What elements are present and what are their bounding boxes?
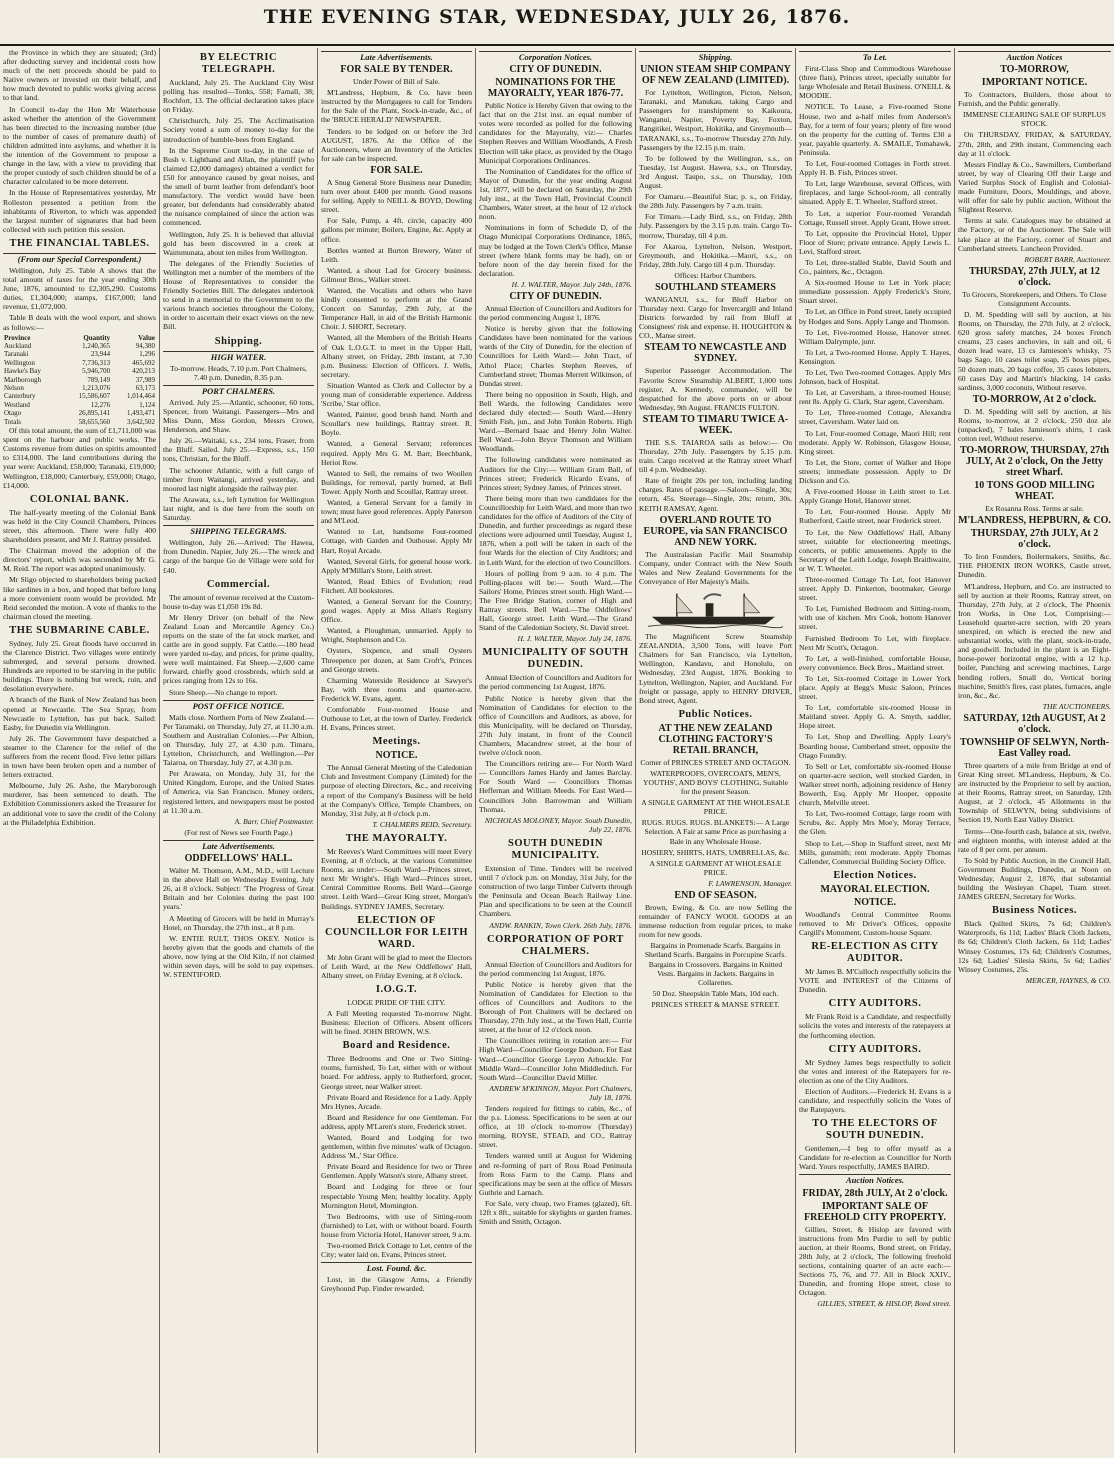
article-paragraph: To Let, at Caversham, a three-roomed House; rent 8s. Apply G. Clark, Star agent, Caversham. xyxy=(799,388,951,407)
article-paragraph: For Akaroa, Lyttelton, Nelson, Westport, Greymouth, and Hokitika.—Maori, s.s., on Friday, 28th July. Cargo till 4 p.m. Thursday. xyxy=(639,241,792,269)
article-paragraph: To Let, opposite the Provincial Hotel, Upper Floor of Store; private entrance. Apply Lewis L. Levi, Stafford street. xyxy=(799,228,951,256)
article-paragraph: Tenders to be lodged on or before the 3rd AUGUST, 1876. At the Office of the Auctioneers, where an Inventory of the Articles for sale can be inspected. xyxy=(321,126,472,163)
table-row xyxy=(3,376,156,384)
article-paragraph: Wanted, Board and Lodging for two gentlemen, within five minutes' walk of Octagon. Address 'M.,' Star Office. xyxy=(321,1133,472,1161)
display-line: 10 TONS GOOD MILLING WHEAT. xyxy=(974,480,1095,503)
article-paragraph: To Let, the New Oddfellows' Hall, Albany street, suitable for electioneering meetings, concerts, or public amusements. Apply to the Secretary of the Leith Lodge, Joseph Braithwaite, or W. T. Wheeler. xyxy=(799,527,951,573)
table-cell: 1,240,365 xyxy=(82,342,111,351)
article-paragraph: Election of Auditors.—Frederick H. Evans is a candidate, and respectfully solicits the Votes of the Ratepayers. xyxy=(799,1086,951,1115)
column-2 xyxy=(160,48,318,1453)
display-line: TOWNSHIP OF SELWYN, North-East Valley road. xyxy=(959,736,1110,759)
masthead xyxy=(0,0,1114,46)
article-paragraph: D. M. Spedding will sell by auction, at his Rooms, on Thursday, the 27th July, at 2 o'clock, 620 gross safety matches, 24 boxes French creams, 23 cases anchovies, in salt and oil, 6 dozen lead ware, 13 cs Jamieson's whisky, 75 bags Sago, 10 cases toilet soap, 25 boxes pipes, 50 dozen mats, 20 bags coffee, 35 cases lobsters, 60 cases Day and Martin's blacking, 14 casks sardines, 3,000 coconuts, Without reserve. xyxy=(958,309,1111,392)
display-line: TO-MORROW, At 2 o'clock. xyxy=(972,393,1097,405)
table-cell: 12,276 xyxy=(90,400,111,409)
article-paragraph: Mr Henry Driver (on behalf of the New Zealand Loan and Mercantile Agency Co.) reports on the state of the fat stock market, and cattle are in good supply. Fat Cattle.—180 head were yarded to-day, and prices, for prime quality, were well maintained. Fat Sheep.—2,600 came forward, chiefly good crossbreds, which sold at prices ranging from 12s to 16s. xyxy=(163,612,314,686)
display-line: FOR SALE BY TENDER. xyxy=(340,64,453,76)
table-cell: Canterbury xyxy=(4,392,36,401)
article-paragraph: Per Arawata, on Monday, July 31, for the United Kingdom, Europe, and the United States of America, via San Francisco. Money orders, registered letters, and newspapers must be posted at 11.30 a.m. xyxy=(163,769,314,815)
article-paragraph: Mr Sydney James begs respectfully to solicit the votes and interest of the Ratepayers for re-election as one of the City Auditors. xyxy=(799,1057,951,1085)
article-paragraph: Wanted, Several Girls, for general house work. Apply M'Millan's Store, Leith street. xyxy=(321,556,472,575)
article-paragraph: Wanted, Painter, good brush hand. North and Scoullar's new buildings, Rattray street. R. Boyle. xyxy=(321,410,472,438)
article-paragraph: Furnished Bedroom To Let, with fireplace. Next Mr Scott's, Octagon. xyxy=(799,633,951,652)
article-paragraph: Two Bedrooms, with use of Sitting-room (furnished) to Let, with or without board. Fourth house from Victoria Hotel, Hanover street, 9 a.m. xyxy=(321,1211,472,1239)
table-row xyxy=(3,367,156,375)
column-1 xyxy=(0,48,160,1453)
section-subheading: (From our Special Correspondent.) xyxy=(3,253,156,264)
table-cell: 15,586,607 xyxy=(78,392,111,401)
article-paragraph: Three-roomed Cottage To Let, foot Hanover street. Apply D. Pinkerton, bootmaker, George street. xyxy=(799,574,951,603)
table-cell: 1,213,076 xyxy=(82,384,111,393)
display-line: MAYORAL ELECTION. xyxy=(820,883,930,895)
table-cell: Wellington xyxy=(4,358,35,367)
page-title: THE EVENING STAR, WEDNESDAY, JULY 26, 1876. xyxy=(263,6,851,28)
article-paragraph: To Let, the Store, corner of Walker and Hope streets; immediate possession. Apply to Dr Dickson and Co. xyxy=(799,457,951,486)
article-paragraph: the Province in which they are situated; (3rd) after deducting survey and incidental costs how much of the nett proceeds should be paid to Native owners or invested on their behalf, and how much devoted to public works giving access to that land. xyxy=(3,48,156,103)
columns-container xyxy=(0,48,1114,1453)
article-paragraph: Annual Election of Councillors and Auditors for the period commencing 1st August, 1876. xyxy=(479,673,632,692)
article-paragraph: To Iron Founders, Boilermakers, Smiths, &c. THE PHOENIX IRON WORKS, Castle street, Dunedin. xyxy=(958,552,1111,580)
article-paragraph: M'Landress, Hepburn, and Co. are instructed to sell by auction at their Rooms, Rattray street, on Thursday, 27th July, at 2 o'clock, The Phoenix Iron Works, in One Lot, Comprising:— Leasehold quarter-acre section, with 20 years unexpired, on which is erected the new and substantial works, with the plant, stock-in-trade, and goodwill. Included in the plant is an Eight-horse-power horizontal engine, with a 12 h.p. boiler, Punching and screwing machines, Large bending rollers, Small do, Vertical boring machine, Smith's fires, cast plates, furnaces, angle iron, &c., &c. xyxy=(958,581,1111,700)
article-paragraph: D. M. Spedding will sell by auction, at his Rooms, to-morrow, at 2 o'clock, 250 doz ale (unpacked), 7 bales Jamieson's shirts, 1 cask cotton reel, Without reserve. xyxy=(958,406,1111,444)
article-paragraph: The Arawata, s.s., left Lyttelton for Wellington last night, and is due here from the south on Saturday. xyxy=(163,494,314,523)
article-paragraph: Public Notice is Hereby Given that owing to the fact that on the 21st inst. an equal number of votes were recorded as polled for the following candidates for the Mayoralty, viz:— Charles Stephen Reeves and William Woodlands, A Fresh Election will take place, as provided by the Otago Municipal Corporations Ordinances. xyxy=(479,101,632,165)
table-row xyxy=(3,401,156,409)
table-caption: Table B deals with the wool export, and shows as follows:— xyxy=(3,313,156,332)
article-paragraph: To Contractors, Builders, those about to Furnish, and the Public generally. xyxy=(958,90,1111,109)
article-paragraph: M'Landress, Hepburn, & Co. have been instructed by the Mortgagees to call for Tenders for the Sale of the Plant, Stock-in-trade, &c., of the 'BRUCE HERALD' NEWSPAPER. xyxy=(321,88,472,125)
article-paragraph: Annual Election of Councillors and Auditors for the period commencing August 1, 1876. xyxy=(479,303,632,323)
section-subheading: Late Advertisements. xyxy=(321,51,472,62)
article-paragraph: Three quarters of a mile from Bridge at end of Great King street. M'Landress, Hepburn, & Co. are instructed by the Proprietor to sell by auction, at their Rooms, Rattray street, on Saturday, 12th August, at 2 o'clock, 45 Allotments in the Township of SELWYN, being subdivisions of Section 19, North East Valley District. xyxy=(958,760,1111,825)
display-line: FRIDAY, 28th JULY, At 2 o'clock. xyxy=(802,1187,948,1199)
article-paragraph: Black Quilted Skirts, 7s 6d; Children's Waterproofs, 6s 11d; Ladies' Black Cloth Jackets, 8s 6d; Children's Cloth Jackets, 6s 11d; Ladies' Winsey Costumes, 17s 6d; Children's Costumes, 12s 6d; Ladies' Silesia Skirts, 5s 6d; Ladies' Winsey Costumes, 25s. xyxy=(958,919,1111,974)
article-paragraph: To Let, three-stalled Stable, David South and Co., painters, &c., Octagon. xyxy=(799,257,951,277)
article-paragraph: The Magnificent Screw Steamship ZEALANDIA, 3,500 Tons, will leave Port Chalmers for San Francisco, via Lyttelton, Wellington, Kandavu, and Honolulu, on Wednesday, 23rd August, 1876. Booking to Lyttelton, Wellington, Napier, and Auckland. For freight or passage, apply to HENRY DRIVER, Bond street, Agent. xyxy=(639,632,792,705)
display-line: THURSDAY, 27th JULY, At 2 o'clock. xyxy=(970,528,1099,551)
article-paragraph: Rate of freight 20s per ton, including landing charges. Rates of passage.—Saloon—Single, 30s; return, 45s. Steerage—Single, 20s; return, 30s. KEITH RAMSAY, Agent. xyxy=(639,476,792,513)
article-paragraph: WANGANUI, s.s., for Bluff Harbor on Thursday next. Cargo for Invercargill and Inland Districts forwarded by rail from Bluff at Consignees' risk and expense. H. HOUGHTON & CO., Manse street. xyxy=(639,294,792,341)
section-heading: COLONIAL BANK. xyxy=(29,493,130,505)
article-paragraph: Wanted, Read Ethics of Evolution; read Fitchett. All bookstores. xyxy=(321,576,472,595)
article-paragraph: The Nomination of Candidates for the office of Mayor of Dunedin, for the year ending August 1st, 1877, will be declared on Saturday, the 29th July inst., at the Town Hall, Provincial Council Chambers, Water street, at the hour of 12 o'clock noon. xyxy=(479,166,632,222)
article-paragraph: Bottles wanted at Burton Brewery, Water of Leith. xyxy=(321,245,472,264)
table-header-cell: Province xyxy=(4,333,31,342)
centered-line: IMMENSE CLEARING SALE OF SURPLUS STOCK. xyxy=(962,110,1107,129)
article-paragraph: Board and Residence for one Gentleman. For address, apply M'Laren's store, Frederick street. xyxy=(321,1112,472,1131)
column-5 xyxy=(636,48,796,1453)
table-row xyxy=(3,384,156,392)
section-subheading: HIGH WATER. xyxy=(163,351,314,362)
section-subheading: PORT CHALMERS. xyxy=(163,385,314,396)
table-cell: Hawke's Bay xyxy=(4,367,41,376)
article-paragraph: In the House of Representatives yesterday, Mr Rolleston presented a petition from the inhabitants of Riverton, to which was appended the largest number of signatures that had been collected with such petition this session. xyxy=(3,188,156,234)
article-paragraph: Charming Waterside Residence at Sawyer's Bay, with three rooms and quarter-acre. Frederick W. Evans, agent. xyxy=(321,675,472,703)
table-cell: 420,213 xyxy=(132,367,155,376)
article-paragraph: To Sold by Public Auction, in the Council Hall, Government Buildings, Dunedin, at Noon on Wednesday, August 2, 1876, that substantial building the Wesleyan Chapel, Tuam street. JAMES GREEN, Secretary for Works. xyxy=(958,855,1111,902)
centered-line: RUGS. RUGS. RUGS. BLANKETS:— A Large Selection. A Fair at same Price as purchasing a Bale in any Wholesale House. xyxy=(641,818,790,846)
wool-export-table-block xyxy=(3,313,156,426)
display-line: SATURDAY, 12th AUGUST, At 2 o'clock. xyxy=(963,712,1106,735)
signature-line: NICHOLAS MOLONEY, Mayor. South Dunedin, July 22, 1876. xyxy=(484,815,632,834)
display-line: OVERLAND ROUTE TO EUROPE, via SAN FRANCISCO AND NEW YORK. xyxy=(643,514,788,548)
display-line: UNION STEAM SHIP COMPANY OF NEW ZEALAND (LIMITED). xyxy=(640,64,791,87)
article-paragraph: Wellington, July 26.—Arrived: The Hawea, from Dunedin. Napier, July 26.—The wreck and cargo of the barque Go de Village were sold for £40. xyxy=(163,538,314,575)
signature-line: H. J. WALTER, Mayor. July 24, 1876. xyxy=(517,634,632,644)
display-line: SOUTHLAND STEAMERS xyxy=(655,281,776,293)
display-line: NOMINATIONS FOR THE MAYORALTY, YEAR 1876-77. xyxy=(487,77,624,100)
article-paragraph: Messrs Findlay & Co., Sawmillers, Cumberland street, by way of Clearing Off their Large and Varied Surplus Stock of English and Colonial-made Furniture, Doors, Mouldings, and above, will offer for sale by public auction, Without the Slightest Reserve. xyxy=(958,159,1111,215)
steamship-icon xyxy=(648,589,783,629)
article-paragraph: The Chairman moved the adoption of the directors' report, which was seconded by Mr G. M. Reid. The report was adopted unanimously. xyxy=(3,546,156,574)
signature-line: A. Barr, Chief Postmaster. xyxy=(234,816,314,826)
steamship-illustration xyxy=(648,589,783,629)
section-subheading: POST OFFICE NOTICE. xyxy=(163,700,314,711)
article-paragraph: Public Notice is hereby given that the Nomination of Candidates for election to the office of Councillors and Auditors, as above, for this Municipality, will be declared on Thursday, 27th July instant, in front of the Council Chambers, Macandrew street, at the hour of twelve o'clock noon. xyxy=(479,693,632,758)
signature-line: ROBERT BARR, Auctioneer. xyxy=(1024,254,1111,264)
article-paragraph: Comfortable Four-roomed House and Outhouse to Let, at the town of Darley. Frederick H. Evans, Princes street. xyxy=(321,705,472,733)
section-heading: SOUTH DUNEDIN MUNICIPALITY. xyxy=(508,837,603,861)
table-cell: 789,149 xyxy=(87,375,111,384)
table-row xyxy=(3,359,156,367)
article-paragraph: The Councillors retiring are— For North Ward — Councillors James Hardy and James Barclay. For South Ward — Councillors Thomas Heffernan and William Meeds. For East Ward—Councillors John Barrowman and William Thomas. xyxy=(479,759,632,814)
signature-line: H. J. WALTER, Mayor. July 24th, 1876. xyxy=(511,279,632,289)
table-cell: 3,642,502 xyxy=(127,417,155,426)
table-header-cell: Value xyxy=(138,333,155,342)
section-heading: MUNICIPALITY OF SOUTH DUNEDIN. xyxy=(482,647,629,671)
table-cell: Nelson xyxy=(4,384,24,393)
article-paragraph: Wellington, July 25. It is believed that alluvial gold has been discovered in a creek at Waimmunata, about ten miles from Wellington. xyxy=(163,229,314,257)
signature-line: F. LAWRENSON, Manager. xyxy=(708,878,792,888)
section-subheading: Shipping. xyxy=(639,51,792,62)
article-paragraph: Shop to Let,—Shop in Stafford street, next Mr Mills, gunsmith; rent moderate. Apply Thomas Callender, Commercial Building Society Office. xyxy=(799,838,951,866)
signature-line: T. CHALMERS REID, Secretary. xyxy=(372,819,472,829)
table-cell: Westland xyxy=(4,400,30,409)
article-paragraph: Gillies, Street, & Hislop are favored with instructions from Mrs Purdie to sell by public auction, at their Rooms, Bond street, on Friday, 28th July, at 2 o'clock, The following freehold sections, containing quarter of an acre each:— Sections 75, 76, and 77. All in Block XXIV., Dunedin, and fronting Hope street, close to Octagon. xyxy=(799,1224,951,1298)
article-paragraph: Sydney, July 25. Great floods have occurred in the Clarence District. Two villages were entirely submerged, and several persons drowned. Hundreds are reported to be starving in the public buildings. There is nothing but wreck, ruin, and desolation everywhere. xyxy=(3,638,156,694)
section-heading: Shipping. xyxy=(214,335,263,347)
section-heading: I.O.G.T. xyxy=(375,983,418,995)
article-paragraph: Lost, in the Glasgow Arms, a Friendly Greyhound Pup. Finder rewarded. xyxy=(321,1275,472,1294)
article-paragraph: To Sell or Let, comfortable six-roomed House on quarter-acre section, well stocked Garden, in Walker street north, adjoining residence of Henry Bowerth, Esq. Apply Mr Hooper, opposite church, Melville street. xyxy=(799,761,951,808)
section-heading: Election Notices. xyxy=(833,869,917,881)
wool-export-table xyxy=(3,334,156,426)
centered-line: Corner of PRINCES STREET AND OCTAGON. xyxy=(640,757,791,767)
display-line: STEAM TO TIMARU TWICE A-WEEK. xyxy=(642,413,789,436)
section-heading: THE MAYORALTY. xyxy=(345,832,448,844)
signature-line: MERCER, HAYNES, & CO. xyxy=(1025,975,1111,985)
display-line: TO-MORROW, xyxy=(1000,64,1069,76)
article-paragraph: The amount of revenue received at the Custom-house to-day was £1,050 19s 8d. xyxy=(163,592,314,611)
centered-line: To Grocers, Storekeepers, and Others. To Close Consignment Accounts. xyxy=(962,289,1107,308)
article-paragraph: Wanted, the Vocalists and others who have kindly consented to perform at the Grand Concert on Saturday, 29th July, at the Temperance Hall, in aid of the British Harmonic Choir. J. SHORT, Secretary. xyxy=(321,285,472,332)
article-paragraph: Hours of polling from 9 a.m. to 4 p.m. The Polling-places will be:— South Ward.—The Sailors' Home, Princes street south. High Ward.—The Free Bridge Station, corner of High and Rattray streets. Bell Ward.—The Oddfellows' Hall, George street. Leith Ward.—The Grand Stand of the Caledonian Society, St. David street. xyxy=(479,568,632,633)
display-line: CITY OF DUNEDIN. xyxy=(509,64,602,76)
table-row xyxy=(3,418,156,426)
section-heading: TO THE ELECTORS OF SOUTH DUNEDIN. xyxy=(812,1118,938,1142)
section-subheading: Late Advertisements. xyxy=(163,840,314,851)
centered-line: Offices: Harbor Chambers. xyxy=(674,270,757,280)
article-paragraph: A branch of the Bank of New Zealand has been opened at Newcastle. The Sea Spray, from Newcastle to Lyttelton, has put back. Sailed: Easby, for Dunedin via Wellington. xyxy=(3,695,156,732)
centered-line: (For rest of News see Fourth Page.) xyxy=(184,827,293,837)
section-heading: THE SUBMARINE CABLE. xyxy=(9,624,150,636)
table-cell: 23,944 xyxy=(90,350,111,359)
article-paragraph: Melbourne, July 26. Ashe, the Maryborough murderer, has been sentenced to death. The Exhibition Commissioners asked the Treasurer for an additional vote to save the credit of the Colony at the Philadelphia Exhibition. xyxy=(3,781,156,827)
centered-line: Bargains in Promenade Scarfs. Bargains in Shetland Scarfs. Bargains in Porcupine Scarfs. Bargains in Crossovers. Bargains in Knitted Vests. Bargains in Jackets. Bargains in Collarettes. xyxy=(644,941,787,987)
section-heading: CITY AUDITORS. xyxy=(828,998,922,1010)
table-cell: 1,296 xyxy=(139,350,155,359)
article-paragraph: The delegates of the Friendly Societies of Wellington met a number of the members of the House of Representatives to consider the Friendly Societies Bill. The delegates undertook to send in a memorial to the Government to the various branch societies throughout the Colony, in order to ascertain their exact views on the new Bill. xyxy=(163,258,314,332)
centered-line: Ex Rosanna Ross. Terms at sale. xyxy=(985,504,1084,514)
section-heading: CORPORATION OF PORT CHALMERS. xyxy=(487,933,624,957)
section-heading: THE FINANCIAL TABLES. xyxy=(9,237,150,249)
table-cell: 5,946,700 xyxy=(82,367,111,376)
section-subheading: Auction Notices xyxy=(958,51,1111,62)
table-cell: 1,493,471 xyxy=(127,409,155,418)
article-paragraph: The half-yearly meeting of the Colonial Bank was held in the City Council Chambers, Princes street, this afternoon. There were fully 400 shareholders present, and Mr J. Rattray presided. xyxy=(3,507,156,545)
article-paragraph: There being no opposition in South, High, and Bell Wards, the following Candidates were declared duly elected:— South Ward.—Henry Smith Fish, jun., and John Tonkin Roberts. High Ward.—Bernard Isaac and Henry John Walter. Bell Ward.—John Bryce Thomson and William Woodlands. xyxy=(479,389,632,454)
article-paragraph: To be followed by the Wellington, s.s., on Tuesday, 1st August. Hawea, s.s., on Thursday, 3rd August. Taupo, s.s., on Thursday, 10th August. xyxy=(639,153,792,191)
signature-line: ANDREW M'KINNON, Mayor. Port Chalmers, July 18, 1876. xyxy=(489,1083,632,1102)
section-heading: Board and Residence. xyxy=(342,1040,451,1052)
article-paragraph: Superior Passenger Accommodation. The Favorite Screw Steamship ALBERT, 1,000 tons register, A. Kennedy, commander, will be despatched for the above ports on or about Wednesday, 9th August. FRANCIS FULTON. xyxy=(639,366,792,412)
article-paragraph: Extension of Time. Tenders will be received until 7 o'clock p.m. on Monday, 31st July, for the construction of two large Timber Culverts through the Peninsula and Ocean Beach Railway Line. Plan and specifications to be seen at the Council Chambers. xyxy=(479,863,632,919)
table-cell: Taranaki xyxy=(4,350,29,359)
article-paragraph: A Meeting of Grocers will be held in Murray's Hotel, on Thursday, the 27th inst., at 8 p.m. xyxy=(163,913,314,932)
signature-line: ANDW. RANKIN, Town Clerk. 26th July, 1876. xyxy=(489,920,632,930)
table-cell: 94,380 xyxy=(135,342,155,351)
article-paragraph: Private Board and Residence for two or Three Gentlemen. Apply Watson's store, Albany street. xyxy=(321,1162,472,1181)
section-heading: CITY AUDITORS. xyxy=(828,1043,922,1055)
column-3 xyxy=(318,48,476,1453)
section-heading: BY ELECTRIC TELEGRAPH. xyxy=(199,52,278,75)
article-paragraph: A Full Meeting requested To-morrow Night. Business: Election of Officers. Absent officers will be fined. JOHN BROWN, W.S. xyxy=(321,1008,472,1037)
article-paragraph: To Let, comfortable six-roomed House in Maitland street. Apply G. A. Smyth, saddler, Hope street. xyxy=(799,703,951,731)
table-cell: 465,692 xyxy=(132,358,155,367)
table-row xyxy=(3,342,156,350)
table-row xyxy=(3,409,156,417)
table-row xyxy=(3,350,156,358)
table-cell: Totals xyxy=(4,417,22,426)
display-line: AT THE NEW ZEALAND CLOTHING FACTORY'S RETAIL BRANCH, xyxy=(658,722,773,756)
article-paragraph: A Snug General Store Business near Dunedin; turn over about £400 per month. Good reasons for selling. Apply to NEILL & BOYD, Dowling street. xyxy=(321,177,472,215)
article-paragraph: July 26. The Government have despatched a steamer to the Clarence for the relief of the sufferers from the recent flood. Five letter pillars in town have been broken open and a number of letters extracted. xyxy=(3,733,156,780)
article-paragraph: Mr Reeves's Ward Committees will meet Every Evening, at 8 o'clock, at the various Committee Rooms, as under:—South Ward—Princes street, next Mr Wright's. High Ward—Princes street, Central Committee Rooms. Bell Ward—George street. Leith Ward—Great King street, Morgan's Buildings. SYDNEY JAMES, Secretary. xyxy=(321,846,472,911)
table-cell: 26,895,141 xyxy=(78,409,111,418)
article-paragraph: Tenders wanted until at August for Widening and re-forming of part of Ross Road Peninsula from Ross Farm to the Camp. Plans and specifications may be seen at the office of Messrs Guthrie and Larnach. xyxy=(479,1151,632,1197)
article-paragraph: To Let, large Warehouse, several Offices, with fireplaces, and large School-room, all centrally situated. Apply E. T. Wheeler, Stafford street. xyxy=(799,179,951,207)
article-paragraph: Oysters, Sixpence, and small Oysters Threepence per dozen, at Sam Croft's, Princes and George streets. xyxy=(321,646,472,674)
article-paragraph: Situation Wanted as Clerk and Collector by a young man of considerable experience. Address 'Scribe,' Star office. xyxy=(321,380,472,409)
table-cell: 7,736,313 xyxy=(82,358,111,367)
section-heading: Business Notices. xyxy=(992,905,1077,917)
display-line: NOTICE. xyxy=(375,750,418,762)
column-4 xyxy=(476,48,636,1453)
section-subheading: Auction Notices. xyxy=(799,1174,951,1185)
display-line: NOTICE. xyxy=(854,896,896,908)
article-paragraph: Wanted, a General Servant for a family in town; must have good references. Apply Paterson and M'Leod. xyxy=(321,498,472,526)
section-heading: Meetings. xyxy=(372,736,421,748)
article-paragraph: In the Supreme Court to-day, in the case of Bush v. Lighthand and Allan, the plaintiff (who claimed £2,000 damages) obtained a verdict for £50 for annoyance caused by great noises, and the smell of burnt leather from defendant's boot manufactory. The verdict would have been greater, but defendants had considerably abated the nuisance complained of since the action was commenced. xyxy=(163,145,314,228)
article-paragraph: Wellington, July 25. Table A shows that the total amount of taxes for the year ending 30th June, 1876, amounted to £2,305,290. Customs duties, £1,304,000; stamps, £167,000; land revenue, £1,072,000. xyxy=(3,265,156,312)
article-paragraph: To Let, a Two-roomed House. Apply T. Hayes, Kensington. xyxy=(799,347,951,366)
article-paragraph: To Let, Shop and Dwelling. Apply Leary's Boarding house, Cumberland street, opposite the Otago Foundry. xyxy=(799,732,951,760)
article-paragraph: To Let, Four-roomed Cottages in Forth street. Apply H. B. Fish, Princes street. xyxy=(799,159,951,178)
table-row xyxy=(3,392,156,400)
section-heading: Public Notices. xyxy=(678,708,753,720)
display-line: IMPORTANT SALE OF FREEHOLD CITY PROPERTY. xyxy=(804,1200,946,1223)
article-paragraph: The following candidates were nominated as Auditors for the City:— William Gram Ball, of Princes street; Frederick Ricardo Evans, of Princes street; Sydney James, of Princes street. xyxy=(479,455,632,492)
article-paragraph: Wanted to Let, handsome Four-roomed Cottage, with Garden and Outhouse. Apply Mr Hart, Royal Arcade. xyxy=(321,527,472,555)
article-paragraph: For Sale, very cheap, two Frames (glazed), 6ft. 12ft x 8ft., suitable for skylights or garden frames. Smith and Smith, Octagon. xyxy=(479,1198,632,1227)
signature-line: GILLIES, STREET, & HISLOP, Bond street. xyxy=(817,1299,951,1309)
article-paragraph: For Lyttelton, Wellington, Picton, Nelson, Taranaki, and Manukau, taking Cargo and Passengers for transhipment to Kaikoura, Wanganui, Napier, Poverty Bay, Foxton, Rangitikei, Westport, Hokitika, and Greymouth— TARANAKI, s.s., To-morrow Thursday 27th July. Passengers by the 12.15 p.m. train. xyxy=(639,88,792,152)
article-paragraph: W. ENTIE RULT, THOS OKEY. Notice is hereby given that the goods and chattels of the above, now lying at the Old Kiln, if not claimed within seven days, will be sold to pay expenses. W. STENTIFORD. xyxy=(163,933,314,980)
article-paragraph: Christchurch, July 25. The Acclimatisation Society voted a sum of money to-day for the introduction of humble-bees from England. xyxy=(163,116,314,144)
article-paragraph: The Australasian Pacific Mail Steamship Company, under Contract with the New South Wales and New Zealand Governments for the Conveyance of Her Majesty's Mails. xyxy=(639,549,792,586)
article-paragraph: To Let, Three-roomed Cottage, Alexandra street, Caversham. Water laid on. xyxy=(799,408,951,427)
table-cell: 58,655,560 xyxy=(78,417,111,426)
article-paragraph: Nominations in form of Schedule D, of the Otago Municipal Corporations Ordinance, 1865, may be lodged at the Town Clerk's Office, Manse street (where blank forms may be had), on or before noon of the day herein fixed for the declaration. xyxy=(479,223,632,278)
article-paragraph: Annual Election of Councillors and Auditors for the period commencing 1st August, 1876. xyxy=(479,959,632,978)
article-paragraph: Store Sheep.—No change to report. xyxy=(169,687,278,697)
article-paragraph: Wanted, a shout Lad for Grocery business. Gilmour Bros., Walker street. xyxy=(321,265,472,284)
article-paragraph: In Council to-day the Hon Mr Waterhouse asked whether the attention of the Government has been directed to the increasing number (due to the number of cases of premature death) of children admitted into asylums, and whether it is the intention of the Government to propose a change in the law, with a view to providing that the proper custody of such children should be of a character calculated to be more deterrent. xyxy=(3,104,156,187)
table-header-cell: Quantity xyxy=(83,333,111,342)
section-heading: ELECTION OF COUNCILLOR FOR LEITH WARD. xyxy=(324,914,469,950)
article-paragraph: NOTICE. To Lease, a Five-roomed Stone House, two and a-half miles from Anderson's Bay, for a term of four years; plenty of fire wood on the property for the cutting of. Terms £30 a year, payable quarterly. A. SMAILE, Tomahawk, Peninsula. xyxy=(799,102,951,157)
article-paragraph: Mr John Grant will be glad to meet the Electors of Leith Ward, at the New Oddfellows' Hall, Albany street, on Friday Evening, at 8 o'clock. xyxy=(321,952,472,980)
article-paragraph: Mr Sligo objected to shareholders being packed like sardines in a box, and hoped that before long a more convenient room would be provided. Mr Reid seconded the motion. A vote of thanks to the chairman closed the meeting. xyxy=(3,575,156,621)
centered-line: Under Power of Bill of Sale. xyxy=(353,77,440,87)
centered-line: LODGE PRIDE OF THE CITY. xyxy=(347,997,446,1007)
centered-line: To-morrow. Heads, 7.10 p.m. Port Chalmers, 7.40 p.m. Dunedin, 8.35 p.m. xyxy=(170,363,307,382)
display-line: M'LANDRESS, HEPBURN, & CO. xyxy=(958,515,1111,527)
table-cell: 1,124 xyxy=(139,400,155,409)
article-paragraph: Mr James B. M'Culloch respectfully solicits the VOTE and INTEREST of the Citizens of Dunedin. xyxy=(799,967,951,995)
display-line: END OF SEASON. xyxy=(674,890,757,901)
article-paragraph: To Let, Furnished Bedroom and Sitting-room, with use of kitchen. Mrs Cook, bottom Hanover street. xyxy=(799,604,951,632)
table-cell: Otago xyxy=(4,409,22,418)
article-paragraph: The schooner Atlantic, with a full cargo of timber from Waitangi, arrived yesterday, and moored last night alongside the railway pier. xyxy=(163,465,314,493)
column-6 xyxy=(796,48,955,1453)
signature-line: THE AUCTIONEERS. xyxy=(1042,701,1111,711)
article-paragraph: Board and Lodging for three or four respectable Young Men; healthy locality. Apply Mornington Hotel, Mornington. xyxy=(321,1182,472,1210)
centered-line: A SINGLE GARMENT AT THE WHOLESALE PRICE. xyxy=(641,798,790,817)
article-paragraph: Public Notice is hereby given that the Nomination of Candidates for Election to the offices of Councillors and Auditors to the Borough of Port Chalmers will be declared on Thursday, 27th July inst., at the Town Hall, Currie street, at the hour of 12 o'clock noon. xyxy=(479,979,632,1035)
article-paragraph: For Sale, Pump, a 4ft. circle, capacity 400 gallons per minute; Boilers, Engine, &c. Apply at office. xyxy=(321,216,472,244)
table-cell: 1,014,464 xyxy=(127,392,155,401)
centered-line: PRINCES STREET & MANSE STREET. xyxy=(651,999,780,1009)
centered-line: 50 Doz. Sheepskin Table Mats, 10d each. xyxy=(652,988,779,998)
article-paragraph: For Timaru.—Lady Bird, s.s., on Friday, 28th July. Passengers by the 3.15 p.m. train. Cargo To-morrow, Thursday, till 4 p.m. xyxy=(639,212,792,240)
article-paragraph: For Oamaru.—Beautiful Star, p. s., on Friday, the 28th July. Passengers by 7 a.m. train. xyxy=(639,192,792,211)
display-line: CITY OF DUNEDIN. xyxy=(509,290,602,302)
article-paragraph: There being more than two candidates for the Councillorship for Leith Ward, and more than two candidates for the office of Auditors of the City of Dunedin, and further proceedings as regard these elections were adjourned until Tuesday, August 1, 1876, when a poll will be taken in each of the four Wards for the election of City Auditors; and in Leith Ward, for the election of two Councillors. xyxy=(479,493,632,567)
article-paragraph: To Let, Two-roomed Cottage, large room with Scrubs, &c. Apply Mrs Moe'y, Moray Terrace, the Glen. xyxy=(799,809,951,837)
article-paragraph: Mr Frank Reid is a Candidate, and respectfully solicits the votes and interests of the ratepayers at the forthcoming election. xyxy=(799,1012,951,1040)
article-paragraph: Gentlemen,—I beg to offer myself as a Candidate for re-election as Councillor for North Ward. Yours respectfully, JAMES BAIRD. xyxy=(799,1144,951,1172)
article-paragraph: Wanted to Sell, the remains of two Woollen Buildings, for removal, partly burned, at Bell Tower. Apply North and Scoullar, Rattray street. xyxy=(321,468,472,496)
article-paragraph: July 26.—Waitaki, s.s., 234 tons, Fraser, from the Bluff. Sailed. July 25.—Express, s.s., 150 tons, Christian, for the Bluff. xyxy=(163,436,314,464)
article-paragraph: To Let, Four-roomed Cottage, Maori Hill; rent moderate. Apply W. Robinson, Glasgow House, King street. xyxy=(799,428,951,456)
article-paragraph: Brown, Ewing, & Co. are now Selling the remainder of FANCY WOOL GOODS at an immense reduction from regular prices, to make room for new goods. xyxy=(639,903,792,940)
article-paragraph: Walter M. Thomson, A.M., M.D., will Lecture in the above Hall on Wednesday Evening, July 26, at 8 o'clock. Subject: 'The Progress of Great Britain and her Colonies during the past 100 years.' xyxy=(163,866,314,912)
article-paragraph: First-Class Shop and Commodious Warehouse (three flats), Princes street, specially suitable for large Wholesale and Retail Business. O'NEILL & MOODIE. xyxy=(799,64,951,101)
article-paragraph: To Let, an Office in Pond street, lately occupied by Hodges and Sons. Apply Lange and Thomson. xyxy=(799,307,951,326)
article-paragraph: To Let, Six-roomed Cottage in Lower York place. Apply at Begg's Music Saloon, Princes street. xyxy=(799,673,951,702)
article-paragraph: A Six-roomed House to Let in York place; immediate possession. Apply Frederick's Store, Stuart street. xyxy=(799,278,951,306)
table-cell: 37,989 xyxy=(135,375,155,384)
display-line: FOR SALE. xyxy=(370,164,423,176)
table-cell: Marlborough xyxy=(4,375,41,384)
article-paragraph: Auckland, July 25. The Auckland City West polling has resulted—Tonks, 558; Farnall, 38; Rochfort, 13. The official declaration takes place on Friday. xyxy=(163,78,314,115)
article-paragraph: To Let, Two Two-roomed Cottages. Apply Mrs Johnson, back of Hospital. xyxy=(799,368,951,387)
centered-line: WATERPROOFS, OVERCOATS, MEN'S, YOUTHS', AND BOYS' CLOTHING, Suitable for the present Season. xyxy=(643,768,788,797)
article-paragraph: To Let, Five-roomed House, Hanover street. William Dalrymple, junr. xyxy=(799,327,951,346)
display-line: TO-MORROW, THURSDAY, 27th JULY, At 2 o'clock, On the Jetty street Wharf. xyxy=(959,445,1110,479)
article-paragraph: A Five-roomed House in Leith street to Let. Apply Grange Hotel, Hanover street. xyxy=(799,487,951,506)
article-paragraph: Tenders required for fittings to cabin, &c., of the p.s. Lioness. Specifications to be seen at our office, at 10 o'clock to-morrow (Thursday) morning. ROYSE, STEAD, and CO., Rattray street. xyxy=(479,1104,632,1150)
section-subheading: To Let. xyxy=(799,51,951,62)
table-header-row xyxy=(3,334,156,342)
article-paragraph: Wanted, all the Members of the British Hearts of Oak L.O.G.T. to meet in the Upper Hall, Albany street, on Friday, 28th instant, at 7.30 p.m. Business: Election of Officers. J. Wells, secretary. xyxy=(321,333,472,379)
centered-line: HOSIERY, SHIRTS, HATS, UMBRELLAS, &c. xyxy=(641,847,790,857)
article-paragraph: On THURSDAY, FRIDAY, & SATURDAY, 27th, 28th, and 29th instant, Commencing each day at 11 o'clock. xyxy=(958,130,1111,158)
article-paragraph: Wanted, a General Servant for the Country; good wages. Apply at Miss Allan's Registry Office. xyxy=(321,596,472,625)
article-paragraph: Terms—One-fourth cash, balance at six, twelve, and eighteen months, with interest added at the rate of 8 per cent. per annum. xyxy=(958,826,1111,854)
section-subheading: Lost. Found. &c. xyxy=(321,1262,472,1273)
section-subheading: Corporation Notices. xyxy=(479,51,632,62)
article-paragraph: The Annual General Meeting of the Caledonian Club and Investment Company (Limited) for the purpose of electing Directors, &c., and receiving a report of the Company's Business will be held at the Company's Office, Temple Chambers, on Monday, 31st July, at 8 o'clock p.m. xyxy=(321,763,472,818)
article-paragraph: Wanted, a General Servant; references required. Apply Mrs G. M. Barr, Beechbank, Heriot Row. xyxy=(321,439,472,467)
centered-line: A SINGLE GARMENT AT WHOLESALE PRICE. xyxy=(649,858,782,877)
article-paragraph: To Let, a well-finished, comfortable House, every convenience. Beck Bros., Maitland street. xyxy=(799,653,951,672)
article-paragraph: Terms at sale. Catalogues may be obtained at the Factory, or of the Auctioneer. The Sale will take place at the Factory, corner of Stuart and Cumberland streets. Luncheon Provided. xyxy=(958,216,1111,253)
section-subheading: SHIPPING TELEGRAMS. xyxy=(163,525,314,536)
article-paragraph: THE S.S. TAIAROA sails as below:— On Thursday, 27th July. Passengers by 5.15 p.m. train. Cargo received at the Rattray street Wharf till 4 p.m. Wednesday. xyxy=(639,437,792,475)
article-paragraph: Private Board and Residence for a Lady. Apply Mrs Hynes, Arcade. xyxy=(321,1092,472,1111)
article-paragraph: Arrived. July 25.—Atlantic, schooner, 60 tons, Spencer, from Waitangi. Passengers—Mrs and Miss Dunn, Miss Gordon, Messrs Crowe, Henderson, and Shaw. xyxy=(163,397,314,435)
section-heading: RE-ELECTION AS CITY AUDITOR. xyxy=(811,941,939,965)
table-cell: 63,173 xyxy=(135,384,155,393)
article-paragraph: The Councillors retiring in rotation are:— For High Ward—Councillor George Dodson. For East Ward—Councillor George Leyon Arbuckle. For Middle Ward—Councillor John Middleditch. For South Ward—Councillor David Miller. xyxy=(479,1036,632,1082)
article-paragraph: Of this total amount, the sum of £1,711,000 was spent on the harbour and public works. The Customs revenue from duties on spirits amounted to £314,000. The land contributions during the year were: Auckland, £58,000; Taranaki, £19,000; Wellington, £18,000; Canterbury, £59,000; Otago, £14,000. xyxy=(3,426,156,490)
article-paragraph: Three Bedrooms and One or Two Sitting-rooms, furnished, To Let, either with or without board. For address, apply to Rutherford, grocer, George street, near Walker street. xyxy=(321,1054,472,1091)
article-paragraph: To Let, Four-roomed House. Apply Mr Rutherford, Castle street, near Frederick street. xyxy=(799,507,951,526)
article-paragraph: Woodland's Central Committee Rooms removed to Mr Driver's Offices, opposite Cargill's Monument, Custom-house Square. xyxy=(799,909,951,937)
article-paragraph: Notice is hereby given that the following Candidates have been nominated for the various wards of the City of Dunedin, for the election of Councillors for Leith Ward:— John Tract, of Athol Place; Charles Stephen Reeves, of Cumberland street; Thomas Merrett Wilkinson, of Dundas street. xyxy=(479,324,632,388)
column-7 xyxy=(955,48,1114,1453)
display-line: ODDFELLOWS' HALL. xyxy=(184,853,293,865)
article-paragraph: To Let, a superior Four-roomed Verandah Cottage, Russell street. Apply Grant, Howe street. xyxy=(799,208,951,227)
article-paragraph: Wanted, a Ploughman, unmarried. Apply to Wright, Stephenson and Co. xyxy=(321,626,472,645)
article-paragraph: Mails close. Northern Ports of New Zealand.—Per Taramaki, on Thursday, July 27, at 11.30 a.m. Southern and Australian Colonies.—Per Albion, on Thursday, July 27, at 4.30 p.m. Timaru, Lyttelton, Christchurch, and Wellington.—Per Taiaroa, on Thursday, July 27, at 4.30 p.m. xyxy=(163,712,314,768)
article-paragraph: Two-roomed Brick Cottage to Let, centre of the City; water laid on. Evans, Princes street. xyxy=(321,1241,472,1260)
display-line: STEAM TO NEWCASTLE AND SYDNEY. xyxy=(644,342,787,365)
table-cell: Auckland xyxy=(4,342,32,351)
section-heading: Commercial. xyxy=(206,578,271,590)
display-line: IMPORTANT NOTICE. xyxy=(981,77,1088,89)
display-line: THURSDAY, 27th JULY, at 12 o'clock. xyxy=(969,265,1100,288)
